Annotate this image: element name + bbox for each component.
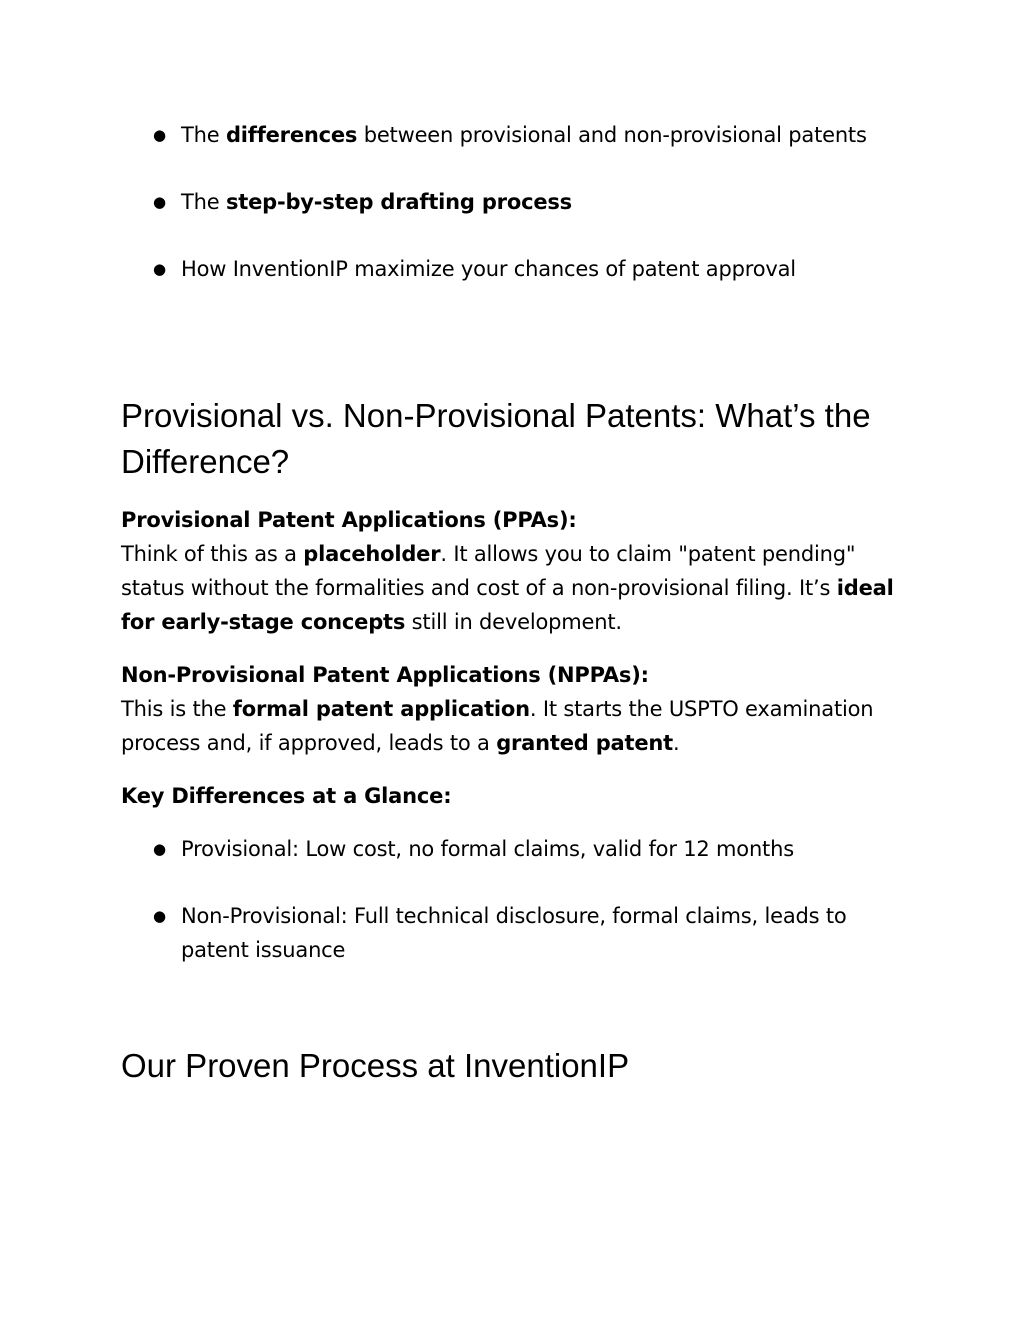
nppa-title: Non-Provisional Patent Applications (NPPAs): (121, 663, 649, 687)
paragraph-emphasis: ideal for early-stage concepts (121, 576, 894, 634)
ppa-paragraph (121, 503, 921, 639)
key-differences-label: Key Differences at a Glance: (121, 784, 452, 808)
list-item (0, 832, 901, 866)
paragraph-text: This is the (121, 697, 233, 721)
list-item-text: Provisional: Low cost, no formal claims, valid for 12 months (181, 837, 794, 861)
list-item (0, 185, 901, 219)
bullet-icon: ● (153, 193, 166, 211)
list-item-emphasis: step-by-step drafting process (225, 190, 572, 214)
paragraph-text: . It allows you to claim "patent pending" status without the formalities and cost of a non-provisional filing. It’s (121, 542, 856, 600)
ppa-title: Provisional Patent Applications (PPAs): (121, 508, 577, 532)
paragraph-text: Think of this as a (121, 542, 304, 566)
paragraph-text: . It starts the USPTO examination process and, if approved, leads to a (121, 697, 874, 755)
paragraph-emphasis: granted patent (496, 731, 673, 755)
bullet-icon: ● (153, 260, 166, 278)
paragraph-text: . (673, 731, 680, 755)
key-differences-list (0, 832, 1024, 1000)
nppa-paragraph (121, 658, 921, 760)
list-item-emphasis: differences (225, 123, 358, 147)
list-item-text: Non-Provisional: Full technical disclosure, formal claims, leads to patent issuance (181, 904, 847, 962)
list-item (0, 899, 901, 967)
bullet-icon: ● (153, 840, 166, 858)
list-item-text: between provisional and non-provisional patents (357, 123, 867, 147)
paragraph-emphasis: placeholder (303, 542, 441, 566)
list-item-text: The (181, 123, 226, 147)
list-item-text: The (181, 190, 226, 214)
bullet-icon: ● (153, 126, 166, 144)
list-item-text: How InventionIP maximize your chances of patent approval (181, 257, 796, 281)
list-item (0, 252, 901, 286)
bullet-icon: ● (153, 907, 166, 925)
list-item (0, 118, 901, 152)
section-heading-provisional: Provisional vs. Non-Provisional Patents: What’s the Difference? (121, 397, 871, 480)
key-differences-title (121, 779, 921, 813)
paragraph-text: still in development. (405, 610, 622, 634)
paragraph-emphasis: formal patent application (232, 697, 530, 721)
intro-bullet-list (0, 118, 1024, 319)
section-heading-process: Our Proven Process at InventionIP (121, 1047, 630, 1084)
